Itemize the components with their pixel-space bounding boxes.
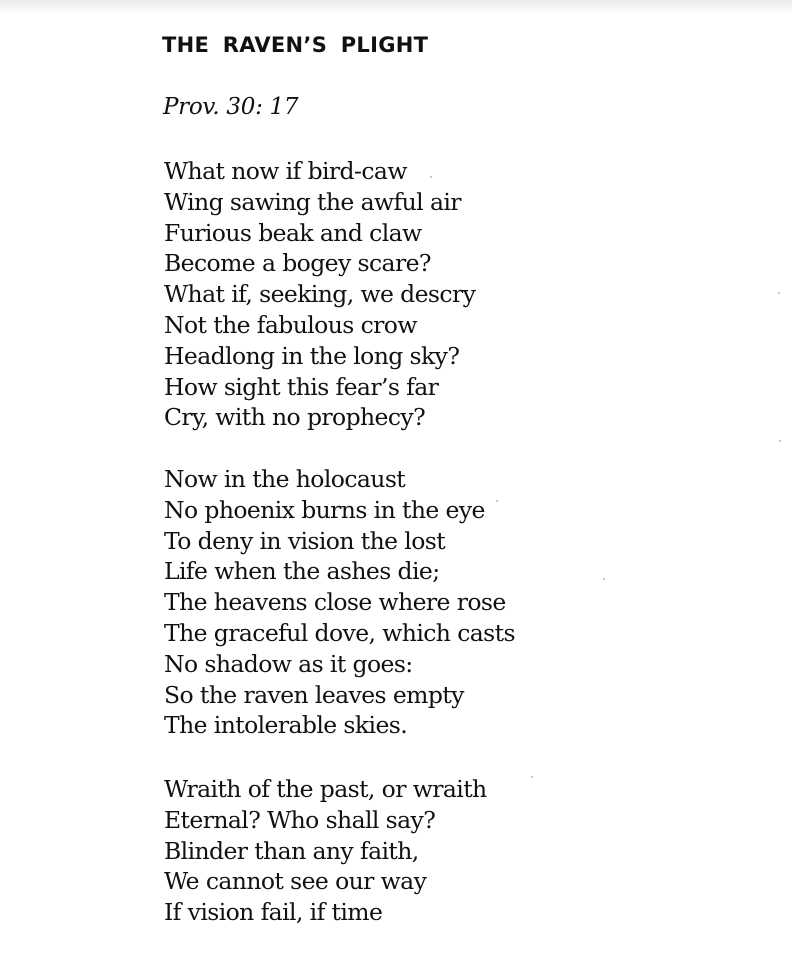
poem-line: How sight this fear’s far [164,372,439,401]
scan-speck [531,776,533,778]
poem-line: The intolerable skies. [164,711,408,740]
poem-title: THE RAVEN’S PLIGHT [162,33,429,57]
poem-line: Headlong in the long sky? [164,341,460,370]
poem-line: The graceful dove, which casts [164,618,515,647]
page-top-shadow [0,0,792,14]
poem-epigraph: Prov. 30: 17 [163,94,299,120]
scan-speck [603,578,605,580]
stanza-1 [164,156,475,433]
scan-speck [496,500,498,502]
poem-line: Not the fabulous crow [164,310,417,339]
poem-line: To deny in vision the lost [164,526,446,555]
poem-line: Wing sawing the awful air [164,187,461,216]
stanza-2 [164,464,515,741]
poem-line: No phoenix burns in the eye [164,495,485,524]
scan-speck [430,176,432,178]
poem-line: No shadow as it goes: [164,649,413,678]
poem-line: The heavens close where rose [164,588,506,617]
poem-line: Cry, with no prophecy? [164,403,426,432]
poem-line: Become a bogey scare? [164,249,431,278]
poem-line: Wraith of the past, or wraith [164,775,487,803]
poem-line: So the raven leaves empty [164,680,464,709]
scan-speck [779,440,781,442]
poem-line: Eternal? Who shall say? [164,805,436,834]
poem-line: Life when the ashes die; [164,557,440,586]
poem-line: We cannot see our way [164,867,427,896]
poem-line: What now if bird-caw [164,157,407,185]
stanza-3 [164,774,487,928]
scan-speck [778,292,780,294]
poem-line: If vision fail, if time [164,898,383,927]
poem-line: Furious beak and claw [164,218,422,247]
poem-line: What if, seeking, we descry [164,280,476,309]
poem-line: Now in the holocaust [164,465,406,493]
poem-line: Blinder than any faith, [164,836,419,865]
